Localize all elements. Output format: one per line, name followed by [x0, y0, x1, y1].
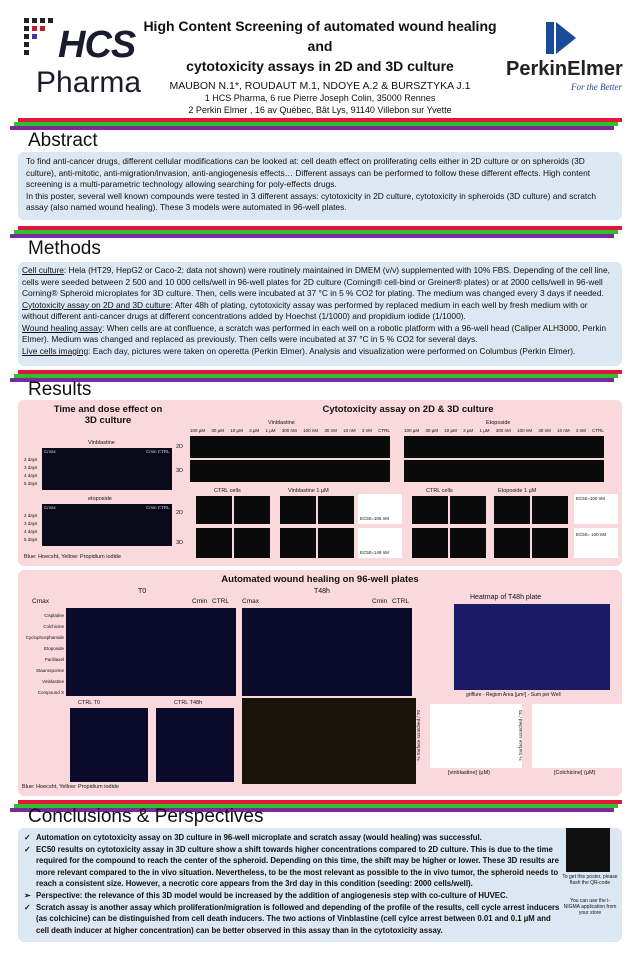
- eto-ctrl-2d-image: [450, 496, 486, 524]
- wound-assay-text: : When cells are at confluence, a scratch was performed in each well on a robotic platform with a 96-well head (Caliper ALH3000, Perkin Elmer). Medium was changed and replaced as previously. Then cells were incubated at 37 °C in 5 % CO2 for several days.: [22, 322, 607, 344]
- perkinelmer-logo: [506, 20, 626, 98]
- conc-label: 3 nM: [575, 428, 586, 433]
- logo-hcs-text: HCS: [58, 24, 136, 66]
- eto-ctrl-2d-image: [412, 496, 448, 524]
- conc-labels-vinblastine: [190, 428, 390, 433]
- poster-header: [0, 0, 638, 118]
- hcs-pharma-logo: [18, 14, 142, 106]
- time-dose-title-line2: 3D culture: [84, 415, 132, 426]
- ctrl-t0-label: CTRL T0: [78, 700, 101, 706]
- logo-tagline: For the Better: [571, 82, 622, 92]
- ctrl-label: CTRL: [212, 598, 229, 605]
- ctrl-t0-image: [70, 708, 148, 782]
- wound-healing-title: Automated wound healing on 96-well plates: [221, 574, 419, 585]
- ctrl-cells-label: CTRL cells: [214, 488, 241, 494]
- conc-label: 100 nM: [303, 428, 319, 433]
- qr-instruction: To get this poster, please flash the QR-code: [562, 874, 618, 886]
- cmin-ctrl-label: Cmin CTRL: [146, 449, 170, 454]
- divider-purple: [10, 378, 614, 382]
- t48-pi-plate-image: [242, 698, 416, 784]
- t0-label: T0: [138, 588, 147, 595]
- cmax-label: Cmax: [44, 505, 56, 510]
- abstract-paragraph-2: In this poster, several well known compounds were tested in 3 different assays: cytotoxicity in 2D culture, cytotoxicity in spheroids (3D culture) and scratch assay (also named wound healing). These 3 models were automated in 96-well plates.: [26, 190, 597, 212]
- conclusions-heading: Conclusions & Perspectives: [28, 806, 264, 827]
- graph1-xlabel: [vinblastine] (µM): [448, 770, 490, 776]
- vinblastine-1um-label: Vinblastine 1 µM: [288, 488, 329, 494]
- cmax-label: Cmax: [44, 449, 56, 454]
- row-2d-label: 2D: [176, 444, 184, 450]
- etoposide-plate-image: [42, 504, 172, 546]
- day-label: 2 days: [24, 513, 38, 518]
- conc-label: 300 nM: [495, 428, 511, 433]
- vin-ctrl-3d-image: [196, 528, 232, 558]
- eto-treated-3d-image: [532, 528, 568, 558]
- etoposide-2d-strip: [404, 436, 604, 458]
- vinblastine-2d-strip: [190, 436, 390, 458]
- t0-plate-image: [66, 608, 236, 696]
- ec50-eto-3d: EC50= 100 nM: [576, 532, 607, 537]
- compound-label: Paclitaxel: [44, 657, 64, 662]
- eto-ctrl-3d-image: [450, 528, 486, 558]
- compound-label: Colchicine: [43, 624, 64, 629]
- conclusion-text: Perspective: the relevance of this 3D model would be increased by the addition of angiogenesis step with co-culture of HUVEC.: [36, 890, 508, 900]
- t48-plate-image: [242, 608, 412, 696]
- title-block: [140, 16, 500, 128]
- stain-legend: Blue: Hoecsht, Yellow: Propidium iodide: [24, 554, 121, 560]
- wound-assay-label: Wound healing assay: [22, 322, 102, 333]
- conclusion-item: [24, 832, 564, 844]
- cmax-label: Cmax: [242, 598, 259, 605]
- time-dose-title: [38, 404, 178, 426]
- conclusions-box: [18, 828, 622, 942]
- colchicine-scratch-graph: [532, 704, 624, 768]
- conc-label: 100 µM: [190, 428, 206, 433]
- conclusion-item: [24, 902, 564, 937]
- eto-treated-3d-image: [494, 528, 530, 558]
- results-wound-box: [18, 570, 622, 796]
- conc-label: 3 nM: [361, 428, 372, 433]
- abstract-heading: Abstract: [28, 130, 98, 151]
- row-3d-label: 3D: [176, 540, 184, 546]
- ctrl-cells-label: CTRL cells: [426, 488, 453, 494]
- conc-label: 30 µM: [425, 428, 438, 433]
- day-label: 2 days: [24, 457, 38, 462]
- cyto-etoposide-label: Etoposide: [486, 420, 511, 426]
- conc-label: 3 µM: [249, 428, 260, 433]
- conclusion-text: EC50 results on cytotoxicity assay in 3D culture show a shift towards higher concentrations compared to 2D culture. This is due to the time required for the compound to reach the center of the spheroid. Depending on this time, the shift may be higher or lower. These 3D results are more relevant compared to the in vivo situation. Nevertheless, to be the most relevant as possible to the in vivo tumor, the spheroid needs to reach a consistent size. However, a necrotic core appears from the 3rd day in this condition (seeding: 2000 cells/well).: [36, 844, 559, 889]
- t48-label: T48h: [314, 588, 330, 595]
- vin-treated-3d-image: [318, 528, 354, 558]
- etoposide-3d-strip: [404, 460, 604, 482]
- vinblastine-scratch-graph: [430, 704, 522, 768]
- methods-live-imaging: [18, 346, 622, 358]
- vinblastine-3d-strip: [190, 460, 390, 482]
- wound-stain-legend: Blue: Hoecsht, Yellow: Propidium iodide: [22, 784, 119, 790]
- ctrl-t48-image: [156, 708, 234, 782]
- graph2-ylabel: % Surface scratched / T0: [518, 710, 523, 761]
- qr-code-image[interactable]: [566, 828, 610, 872]
- methods-cell-culture: [18, 262, 622, 300]
- conclusion-item: [24, 890, 564, 902]
- heatmap-image: [454, 604, 610, 690]
- cmin-ctrl-label: Cmin CTRL: [146, 505, 170, 510]
- conc-label: 3 µM: [463, 428, 474, 433]
- eto-treated-2d-image: [532, 496, 568, 524]
- vin-treated-2d-image: [318, 496, 354, 524]
- abstract-paragraph-1: To find anti-cancer drugs, different cellular modifications can be looked at: cell death effect on proliferating cells either in 2D culture or on spheroids (3D culture), anti-mitotic, anti-migration/invasion, anti-angiogenesis effects… Different assays can be performed to follow these different effects. High content screening is a multi-parametric technology allowing searching for poly-effects drugs.: [26, 156, 591, 189]
- ctrl-label: CTRL: [392, 598, 409, 605]
- compound-label: Cisplatine: [44, 613, 64, 618]
- day-label: 5 days: [24, 481, 38, 486]
- conc-label: 1 µM: [265, 428, 276, 433]
- perkinelmer-mark-icon: [542, 20, 582, 56]
- graph1-ylabel: % Surface scratched / T0: [416, 710, 421, 761]
- logo-pharma-text: Pharma: [36, 66, 142, 99]
- conc-label: CTRL: [592, 428, 604, 433]
- methods-cytotoxicity: [18, 300, 622, 323]
- heatmap-caption: griffure - Region Area [µm²] - Sum per Well: [466, 692, 561, 698]
- ec50-vin-3d: EC50=149 nM: [360, 550, 389, 555]
- conc-label: 10 nM: [557, 428, 570, 433]
- cell-culture-label: Cell culture: [22, 265, 64, 275]
- abstract-box: [18, 152, 622, 220]
- compound-label: Compound X: [37, 690, 64, 695]
- compound-label: Vinblastine: [42, 679, 64, 684]
- authors: MAUBON N.1*, ROUDAUT M.1, NDOYE A.2 & BURSZTYKA J.1: [169, 80, 471, 92]
- conc-label: 30 nM: [538, 428, 551, 433]
- conc-label: 1 µM: [479, 428, 490, 433]
- divider-purple: [10, 126, 614, 130]
- vin-ctrl-3d-image: [234, 528, 270, 558]
- conc-labels-etoposide: [404, 428, 604, 433]
- conc-label: 30 µM: [211, 428, 224, 433]
- vinblastine-plate-image: [42, 448, 172, 490]
- logo-perkinelmer-text: PerkinElmer: [506, 58, 623, 80]
- cmin-label: Cmin: [372, 598, 388, 605]
- compound-label: Staurosporine: [35, 668, 64, 673]
- etoposide-1um-label: Etoposide 1 µM: [498, 488, 537, 494]
- live-imaging-label: Live cells imaging: [22, 345, 89, 356]
- cyto-assay-text: : After 48h of plating, cytotoxicity assay was performed by replaced medium in each well by fresh medium with or without different anti-cancer drugs at different concentrations added by Hoechst (1/1000) and propidium iodide (1/1000).: [22, 299, 588, 321]
- conc-label: 300 nM: [281, 428, 297, 433]
- row-2d-label: 2D: [176, 510, 184, 516]
- vin-ctrl-2d-image: [196, 496, 232, 524]
- day-label: 4 days: [24, 529, 38, 534]
- results-cytotoxicity-box: [18, 400, 622, 566]
- ec50-eto-2d: EC50=100 nM: [576, 496, 605, 501]
- conclusion-text: Scratch assay is another assay which proliferation/migration is followed and depending of the profile of the results, cell cycle arrest inducers (as colchicine) can be distinguished from cell death inducers. The two actions of Vinblastine (cell cylce arrest between 0.01 and 0.1 µM and cell death inducer at higher concentration) can be better observed in this assay than in the cytotoxicity assay.: [36, 902, 560, 935]
- vin-ctrl-2d-image: [234, 496, 270, 524]
- cyto-assay-label: Cytotoxicity assay on 2D and 3D culture: [22, 299, 171, 310]
- vinblastine-plate-label: Vinblastine: [88, 440, 115, 446]
- methods-heading: Methods: [28, 238, 101, 259]
- vin-treated-2d-image: [280, 496, 316, 524]
- row-3d-label: 3D: [176, 468, 184, 474]
- day-label: 4 days: [24, 473, 38, 478]
- qr-app-hint: You can use the i-NIGMA application from your store: [563, 898, 617, 916]
- conc-label: 10 µM: [230, 428, 243, 433]
- methods-box: [18, 262, 622, 366]
- affiliation-1: 1 HCS Pharma, 6 rue Pierre Joseph Colin, 35000 Rennes: [204, 93, 436, 103]
- conc-label: 100 µM: [404, 428, 420, 433]
- cmax-label: Cmax: [32, 598, 49, 605]
- conclusions-list: [24, 832, 564, 936]
- arrow-icon: ➢: [24, 890, 31, 900]
- check-icon: ✓: [24, 902, 31, 912]
- heatmap-title: Heatmap of T48h plate: [470, 594, 542, 601]
- cell-culture-text: : Hela (HT29, HepG2 or Caco-2: data not shown) were routinely maintained in DMEM (v/v) supplemented with 10% FBS. Depending of the cell line, cells were seeded between 2 500 and 10 000 cells/well in 96-well plates for 2D culture (Corning® cell-bind or Greiner® plates) or at 2000 cells/well in 96-well Corning® Spheroid microplates for 3D culture. Then, cells were incubated at 37 °C in 5 % CO2 for plating. The medium was changed every 3 days if needed.: [22, 265, 610, 298]
- ec50-vin-2d: EC50=106 nM: [360, 516, 389, 521]
- time-dose-title-line1: Time and dose effect on: [53, 404, 163, 415]
- check-icon: ✓: [24, 844, 31, 854]
- compound-label: Etoposide: [43, 646, 64, 651]
- conclusion-text: Automation on cytotoxicity assay on 3D culture in 96-well microplate and scratch assay (would healing) was successful.: [36, 833, 482, 842]
- vin-treated-3d-image: [280, 528, 316, 558]
- cytotoxicity-title: Cytotoxicity assay on 2D & 3D culture: [322, 404, 494, 415]
- compound-label: Cyclophosphamide: [25, 635, 64, 640]
- conc-label: 30 nM: [324, 428, 337, 433]
- cyto-vinblastine-label: Vinblastine: [268, 420, 295, 426]
- etoposide-plate-label: etoposide: [88, 496, 112, 502]
- compound-list: [20, 610, 64, 698]
- conclusion-item: [24, 844, 564, 890]
- cmin-label: Cmin: [192, 598, 208, 605]
- check-icon: ✓: [24, 833, 31, 842]
- methods-wound-healing: [18, 323, 622, 346]
- eto-ctrl-3d-image: [412, 528, 448, 558]
- eto-treated-2d-image: [494, 496, 530, 524]
- day-label: 3 days: [24, 465, 38, 470]
- live-imaging-text: : Each day, pictures were taken on operetta (Perkin Elmer). Analysis and visualization were performed on Columbus (Perkin Elmer).: [88, 345, 576, 356]
- poster-title-line1: High Content Screening of automated wound healing and: [143, 18, 497, 54]
- day-label: 3 days: [24, 521, 38, 526]
- conc-label: CTRL: [378, 428, 390, 433]
- day-label: 5 days: [24, 537, 38, 542]
- graph2-xlabel: [Colchicine] (µM): [554, 770, 596, 776]
- ctrl-t48-label: CTRL T48h: [174, 700, 203, 706]
- results-heading: Results: [28, 379, 92, 400]
- conc-label: 10 nM: [343, 428, 356, 433]
- poster-title-line2: cytotoxicity assays in 2D and 3D culture: [186, 58, 454, 74]
- conc-label: 10 µM: [444, 428, 457, 433]
- conc-label: 100 nM: [517, 428, 533, 433]
- affiliation-2: 2 Perkin Elmer , 16 av Québec, Bât Lys, 91140 Villebon sur Yvette: [188, 105, 452, 115]
